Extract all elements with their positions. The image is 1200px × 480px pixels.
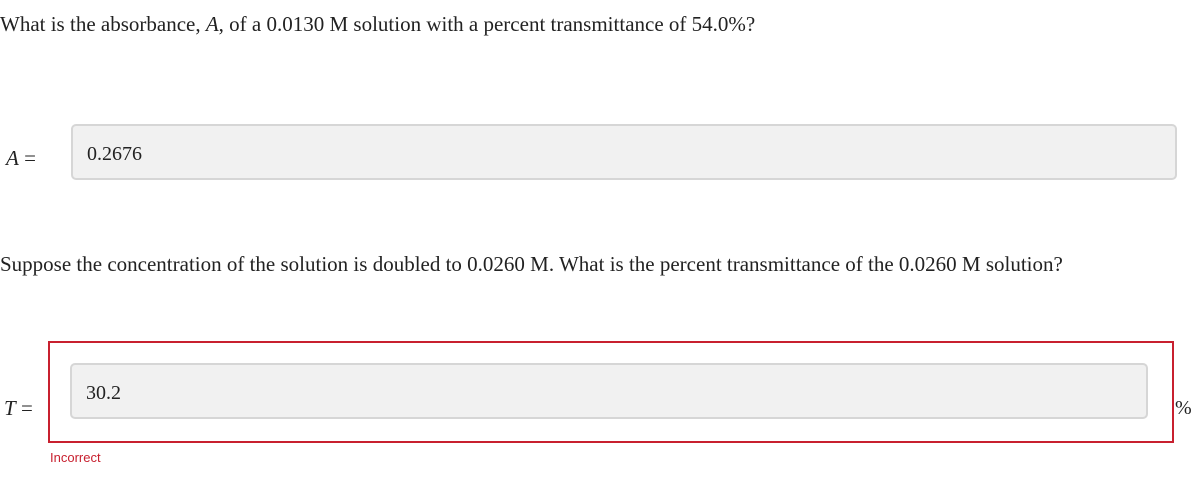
transmittance-input[interactable]	[70, 363, 1148, 419]
absorbance-input[interactable]	[71, 124, 1177, 180]
absorbance-label	[6, 146, 36, 171]
absorbance-input-value: 0.2676	[87, 143, 142, 165]
transmittance-input-value: 30.2	[86, 382, 121, 404]
transmittance-label	[4, 396, 33, 421]
question-1-text-before: What is the absorbance,	[0, 12, 206, 36]
percent-unit: %	[1175, 397, 1192, 419]
question-1-variable: A	[205, 12, 219, 36]
transmittance-label-var: T	[4, 396, 16, 420]
question-2-text: Suppose the concentration of the solution is doubled to 0.0260 M. What is the percent transmittance of the 0.0260 M solution?	[0, 252, 1063, 276]
question-1-text	[0, 12, 755, 37]
question-1-text-after: , of a 0.0130 M solution with a percent transmittance of 54.0%?	[218, 12, 756, 36]
absorbance-label-eq: =	[18, 146, 36, 170]
absorbance-label-var: A	[6, 146, 19, 170]
transmittance-label-eq: =	[15, 396, 33, 420]
incorrect-feedback: Incorrect	[50, 450, 101, 465]
